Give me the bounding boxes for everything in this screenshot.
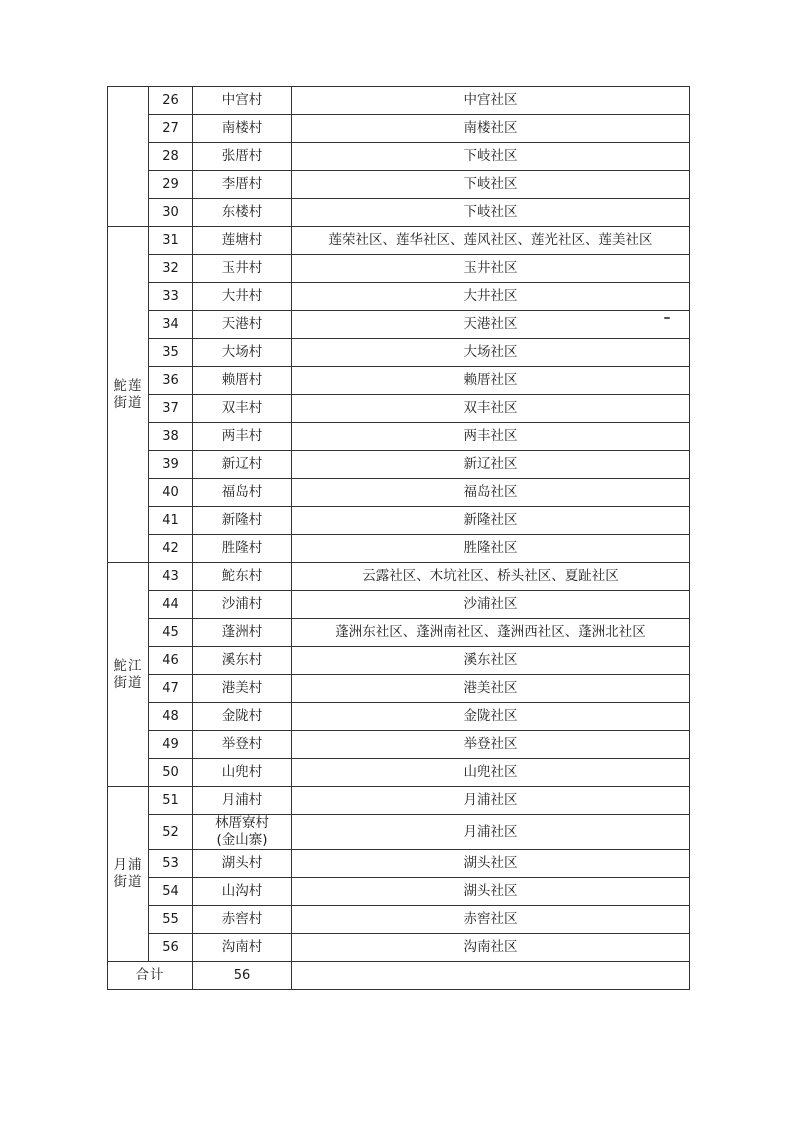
table-row bbox=[108, 479, 690, 507]
street-name-line: 街道 bbox=[113, 394, 143, 411]
village-name: 大场村 bbox=[193, 339, 292, 367]
community-name: 玉井社区 bbox=[292, 255, 690, 283]
table-row bbox=[108, 143, 690, 171]
table-row bbox=[108, 115, 690, 143]
community-name: 湖头社区 bbox=[292, 850, 690, 878]
row-number: 49 bbox=[149, 731, 193, 759]
community-name: 天港社区 bbox=[292, 311, 690, 339]
street-name-line: 鮀莲 bbox=[113, 377, 143, 394]
table-row bbox=[108, 850, 690, 878]
street-name-line: 月浦 bbox=[113, 857, 143, 873]
row-number: 46 bbox=[149, 647, 193, 675]
village-name: 新隆村 bbox=[193, 507, 292, 535]
village-name-line: (金山寨) bbox=[216, 832, 268, 848]
village-community-table bbox=[107, 86, 690, 990]
row-number: 41 bbox=[149, 507, 193, 535]
street-name-line: 街道 bbox=[113, 874, 143, 890]
community-name: 港美社区 bbox=[292, 675, 690, 703]
village-name: 湖头村 bbox=[193, 850, 292, 878]
table-row bbox=[108, 395, 690, 423]
row-number: 39 bbox=[149, 451, 193, 479]
row-number: 28 bbox=[149, 143, 193, 171]
row-number: 32 bbox=[149, 255, 193, 283]
village-name: 大井村 bbox=[193, 283, 292, 311]
table-row bbox=[108, 815, 690, 850]
table-row bbox=[108, 283, 690, 311]
community-name: 月浦社区 bbox=[292, 787, 690, 815]
village-name: 玉井村 bbox=[193, 255, 292, 283]
community-name: 举登社区 bbox=[292, 731, 690, 759]
village-name: 新辽村 bbox=[193, 451, 292, 479]
row-number: 31 bbox=[149, 227, 193, 255]
community-name: 月浦社区 bbox=[292, 815, 690, 850]
street-cell bbox=[108, 787, 149, 962]
village-name: 山沟村 bbox=[193, 878, 292, 906]
community-name: 新隆社区 bbox=[292, 507, 690, 535]
table-row bbox=[108, 451, 690, 479]
row-number: 48 bbox=[149, 703, 193, 731]
village-name: 月浦村 bbox=[193, 787, 292, 815]
table-row bbox=[108, 934, 690, 962]
table-row bbox=[108, 703, 690, 731]
village-name: 天港村 bbox=[193, 311, 292, 339]
community-name: 金陇社区 bbox=[292, 703, 690, 731]
community-name: 莲荣社区、莲华社区、莲风社区、莲光社区、莲美社区 bbox=[292, 227, 690, 255]
row-number: 35 bbox=[149, 339, 193, 367]
community-name: 新辽社区 bbox=[292, 451, 690, 479]
table-row bbox=[108, 255, 690, 283]
row-number: 42 bbox=[149, 535, 193, 563]
community-name: 双丰社区 bbox=[292, 395, 690, 423]
community-name: 下岐社区 bbox=[292, 143, 690, 171]
village-name: 东楼村 bbox=[193, 199, 292, 227]
total-row bbox=[108, 962, 690, 990]
village-name bbox=[193, 815, 292, 850]
table-row bbox=[108, 878, 690, 906]
community-name: 溪东社区 bbox=[292, 647, 690, 675]
village-name: 胜隆村 bbox=[193, 535, 292, 563]
village-name: 鮀东村 bbox=[193, 563, 292, 591]
row-number: 52 bbox=[149, 815, 193, 850]
table-row bbox=[108, 906, 690, 934]
village-name: 举登村 bbox=[193, 731, 292, 759]
table-row bbox=[108, 199, 690, 227]
community-name: 胜隆社区 bbox=[292, 535, 690, 563]
row-number: 38 bbox=[149, 423, 193, 451]
community-name: 山兜社区 bbox=[292, 759, 690, 787]
row-number: 55 bbox=[149, 906, 193, 934]
row-number: 45 bbox=[149, 619, 193, 647]
community-name: 蓬洲东社区、蓬洲南社区、蓬洲西社区、蓬洲北社区 bbox=[292, 619, 690, 647]
village-name: 赖厝村 bbox=[193, 367, 292, 395]
row-number: 50 bbox=[149, 759, 193, 787]
table-row bbox=[108, 731, 690, 759]
table-row bbox=[108, 339, 690, 367]
community-name: 赤窖社区 bbox=[292, 906, 690, 934]
community-name: 云露社区、木坑社区、桥头社区、夏趾社区 bbox=[292, 563, 690, 591]
empty-cell bbox=[292, 962, 690, 990]
row-number: 44 bbox=[149, 591, 193, 619]
village-name: 赤窖村 bbox=[193, 906, 292, 934]
row-number: 43 bbox=[149, 563, 193, 591]
row-number: 54 bbox=[149, 878, 193, 906]
village-name: 莲塘村 bbox=[193, 227, 292, 255]
row-number: 30 bbox=[149, 199, 193, 227]
village-name: 南楼村 bbox=[193, 115, 292, 143]
street-cell bbox=[108, 87, 149, 227]
community-name: 沟南社区 bbox=[292, 934, 690, 962]
row-number: 37 bbox=[149, 395, 193, 423]
village-name: 沙浦村 bbox=[193, 591, 292, 619]
village-name: 两丰村 bbox=[193, 423, 292, 451]
table-row bbox=[108, 675, 690, 703]
row-number: 34 bbox=[149, 311, 193, 339]
row-number: 33 bbox=[149, 283, 193, 311]
village-name: 金陇村 bbox=[193, 703, 292, 731]
street-cell bbox=[108, 227, 149, 563]
table-row bbox=[108, 647, 690, 675]
row-number: 51 bbox=[149, 787, 193, 815]
table-row bbox=[108, 507, 690, 535]
table-row bbox=[108, 423, 690, 451]
table-row bbox=[108, 171, 690, 199]
community-name: 大场社区 bbox=[292, 339, 690, 367]
village-name: 双丰村 bbox=[193, 395, 292, 423]
table-row bbox=[108, 619, 690, 647]
table-row bbox=[108, 367, 690, 395]
village-name: 山兜村 bbox=[193, 759, 292, 787]
row-number: 36 bbox=[149, 367, 193, 395]
village-name: 蓬洲村 bbox=[193, 619, 292, 647]
street-cell bbox=[108, 563, 149, 787]
scan-mark bbox=[664, 317, 670, 319]
community-name: 福岛社区 bbox=[292, 479, 690, 507]
row-number: 53 bbox=[149, 850, 193, 878]
community-name: 下岐社区 bbox=[292, 199, 690, 227]
total-value: 56 bbox=[193, 962, 292, 990]
table-row bbox=[108, 563, 690, 591]
table-row bbox=[108, 535, 690, 563]
village-name: 中宫村 bbox=[193, 87, 292, 115]
row-number: 47 bbox=[149, 675, 193, 703]
table-row bbox=[108, 87, 690, 115]
community-name: 下岐社区 bbox=[292, 171, 690, 199]
row-number: 56 bbox=[149, 934, 193, 962]
community-name: 中宫社区 bbox=[292, 87, 690, 115]
table-row bbox=[108, 227, 690, 255]
community-name: 赖厝社区 bbox=[292, 367, 690, 395]
community-name: 沙浦社区 bbox=[292, 591, 690, 619]
village-name: 福岛村 bbox=[193, 479, 292, 507]
community-name: 南楼社区 bbox=[292, 115, 690, 143]
row-number: 27 bbox=[149, 115, 193, 143]
row-number: 40 bbox=[149, 479, 193, 507]
street-name-line: 街道 bbox=[113, 674, 143, 691]
street-name-line: 鮀江 bbox=[113, 657, 143, 674]
village-name: 溪东村 bbox=[193, 647, 292, 675]
table-row bbox=[108, 759, 690, 787]
village-name: 沟南村 bbox=[193, 934, 292, 962]
community-name: 两丰社区 bbox=[292, 423, 690, 451]
table-row bbox=[108, 311, 690, 339]
village-name: 李厝村 bbox=[193, 171, 292, 199]
community-name: 大井社区 bbox=[292, 283, 690, 311]
village-name: 港美村 bbox=[193, 675, 292, 703]
village-name-line: 林厝寮村 bbox=[215, 815, 269, 831]
village-name: 张厝村 bbox=[193, 143, 292, 171]
row-number: 26 bbox=[149, 87, 193, 115]
row-number: 29 bbox=[149, 171, 193, 199]
table-row bbox=[108, 787, 690, 815]
total-label: 合计 bbox=[108, 962, 193, 990]
community-name: 湖头社区 bbox=[292, 878, 690, 906]
table-row bbox=[108, 591, 690, 619]
